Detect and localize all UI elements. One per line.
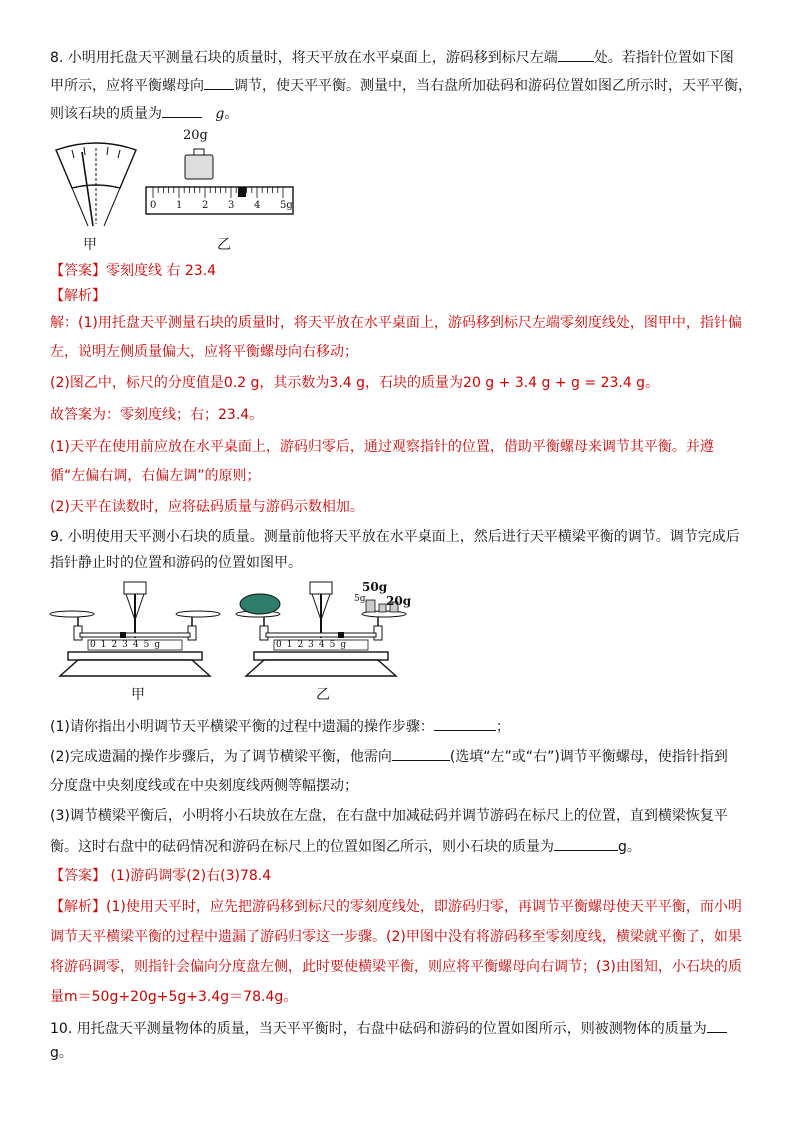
q8-fig-pointer-dial (52, 140, 142, 230)
q9-analysis-1: 【解析】(1)使用天平时，应先把游码移到标尺的零刻度线处，即游码归零，再调节平衡螺母使天平平衡，而小明 (50, 899, 742, 915)
q8-ruler-scale (145, 186, 295, 216)
q9-blank-2[interactable] (392, 746, 450, 761)
q9-part-2: (2)完成遗漏的操作步骤后，为了调节横梁平衡，他需向 (选填“左”或“右”)调节平衡螺母，使指针指到 (50, 746, 728, 767)
q8-analysis-2: 左，说明左侧质量偏大，应将平衡螺母向右移动； (50, 344, 358, 360)
q10-line-2: g。 (50, 1045, 73, 1061)
q9-analysis-3: 将游码调零，则指针会偏向分度盘左侧，此时要使横梁平衡，则应将平衡螺母向右调节；(3)由图知，小石块的质 (50, 959, 742, 975)
q8-line-1: 8. 小明用托盘天平测量石块的质量时，将天平放在水平桌面上，游码移到标尺左端 处。若指针位置如下图 (50, 47, 734, 68)
q8-blank-2[interactable] (204, 75, 234, 90)
q8-caption-yi: 乙 (217, 237, 231, 253)
q9-caption-jia: 甲 (131, 687, 145, 703)
ruler-tick-label: 4 (254, 200, 261, 211)
q8-line-3: 则该石块的质量为 g。 (50, 103, 238, 124)
q9-part-1: (1)请你指出小明调节天平横梁平衡的过程中遗漏的操作步骤： ； (50, 716, 510, 737)
q10-blank-1[interactable] (707, 1018, 727, 1033)
ruler-tick-label: 2 (202, 200, 209, 211)
q8-blank-1[interactable] (558, 47, 594, 62)
q9-part-3: (3)调节横梁平衡后，小明将小石块放在左盘，在右盘中加减砝码并调节游码在标尺上的位置，直到横梁恢复平 (50, 808, 728, 824)
q9-part-2-cont: 分度盘中央刻度线或在中央刻度线两侧等幅摆动； (50, 778, 358, 794)
q8-analysis-3: (2)图乙中，标尺的分度值是0.2 g，其示数为3.4 g，石块的质量为20 g + 3.4 g + g = 23.4 g。 (50, 375, 660, 391)
q8-caption-jia: 甲 (83, 237, 97, 253)
q8-weight-icon (184, 147, 214, 181)
q9-analysis-2: 调节天平横梁平衡的过程中遗漏了游码归零这一步骤。(2)甲图中没有将游码移至零刻度线，横梁就平衡了，如果 (50, 929, 742, 945)
q9-yi-scale-labels: 012345g (276, 640, 352, 650)
q9-answer: 【答案】 (1)游码调零(2)右(3)78.4 (50, 868, 272, 884)
q8-analysis-6: 循“左偏右调，右偏左调”的原则； (50, 468, 261, 484)
q8-line-2: 甲所示，应将平衡螺母向 调节，使天平平衡。测量中，当右盘所加砝码和游码位置如图乙所示时，天平平衡， (50, 75, 752, 96)
q9-weight-50g: 50g (362, 580, 388, 594)
q8-answer: 【答案】零刻度线 右 23.4 (50, 263, 217, 279)
ruler-tick-label: 0 (150, 200, 157, 211)
q9-caption-yi: 乙 (316, 687, 330, 703)
q8-weight-label: 20g (183, 128, 208, 143)
q10-line-1: 10. 用托盘天平测量物体的质量，当天平平衡时，右盘中砝码和游码的位置如图所示，则被测物体的质量为 (50, 1018, 727, 1039)
q9-balance-jia (50, 580, 220, 680)
q9-line-1: 9. 小明使用天平测小石块的质量。测量前他将天平放在水平桌面上，然后进行天平横梁平衡的调节。调节完成后 (50, 529, 740, 545)
q9-line-2: 指针静止时的位置和游码的位置如图甲。 (50, 555, 302, 571)
q9-blank-1[interactable] (434, 716, 496, 731)
q8-analysis-1: 解：(1)用托盘天平测量石块的质量时，将天平放在水平桌面上，游码移到标尺左端零刻度线处，图甲中，指针偏 (50, 315, 742, 331)
q8-analysis-tag: 【解析】 (50, 288, 106, 304)
ruler-tick-label: 1 (176, 200, 183, 211)
q9-blank-3[interactable] (554, 836, 618, 851)
ruler-tick-label: 5g (280, 200, 293, 211)
q8-blank-3[interactable] (162, 103, 202, 118)
q8-analysis-7: (2)天平在读数时，应将砝码质量与游码示数相加。 (50, 499, 364, 515)
q9-part-3-cont: 衡。这时右盘中的砝码情况和游码在标尺上的位置如图乙所示，则小石块的质量为 g。 (50, 836, 641, 857)
q9-weight-5g: 5g (354, 594, 366, 604)
q8-analysis-4: 故答案为：零刻度线；右；23.4。 (50, 407, 264, 423)
q9-weight-20g: 20g (386, 594, 412, 608)
q8-analysis-5: (1)天平在使用前应放在水平桌面上，游码归零后，通过观察指针的位置，借助平衡螺母来调节其平衡。并遵 (50, 439, 714, 455)
q9-balance-yi (236, 580, 406, 680)
q9-jia-scale-labels: 012345g (90, 640, 166, 650)
ruler-tick-label: 3 (228, 200, 235, 211)
answer-tag: 【答案】 (50, 263, 106, 279)
q9-analysis-4: 量m＝50g+20g+5g+3.4g＝78.4g。 (50, 989, 298, 1005)
